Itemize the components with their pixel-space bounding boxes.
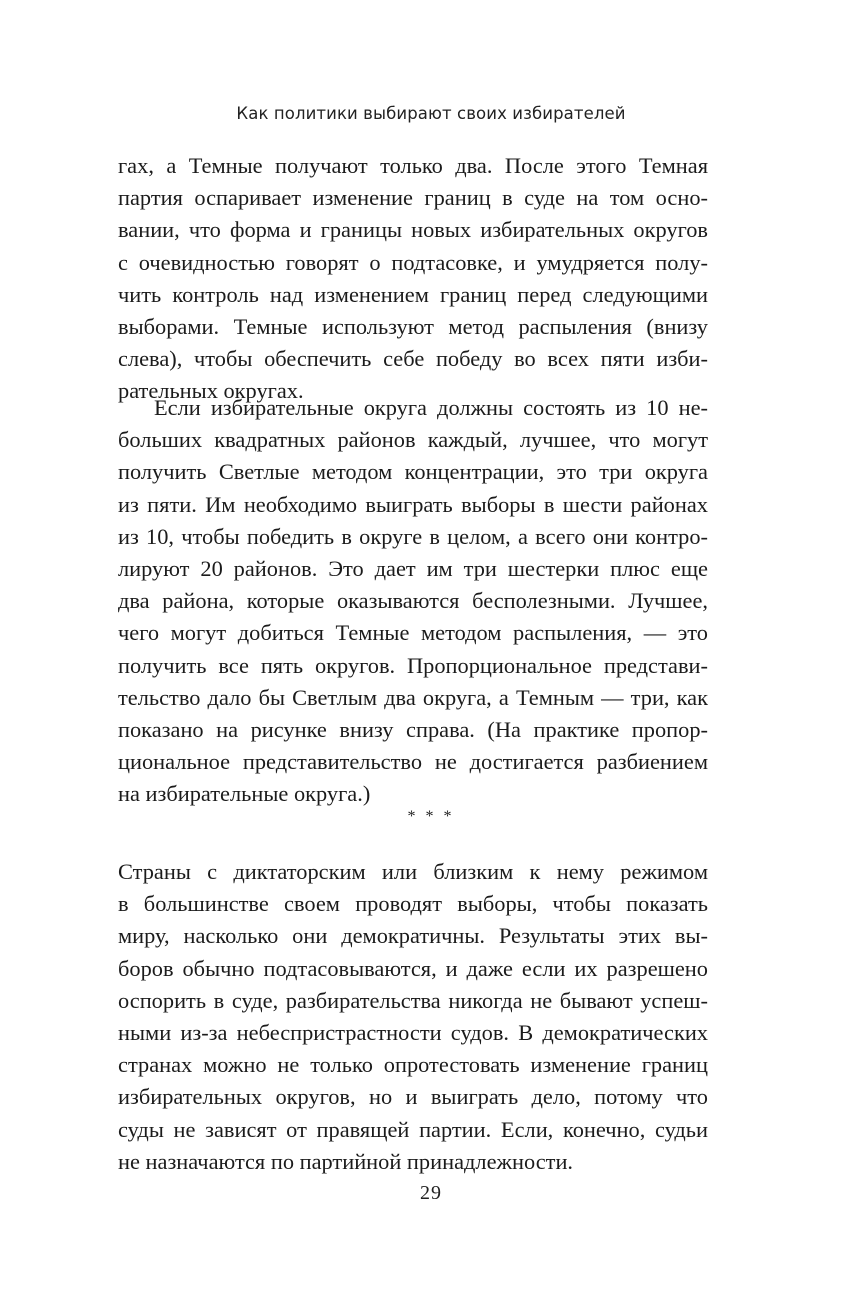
- text-line: гах, а Темные получают только два. После этого Темная: [118, 153, 708, 178]
- running-head: Как политики выбирают своих избирателей: [236, 104, 626, 123]
- text-line: боров обычно подтасовываются, и даже если их разрешено: [118, 955, 708, 981]
- text-line: два района, которые оказываются бесполезными. Лучшее,: [118, 588, 708, 614]
- text-line: Если избирательные округа должны состоять из 10 не-: [154, 395, 708, 420]
- text-line: странах можно не только опротестовать изменение границ: [118, 1052, 708, 1078]
- text-line: оспорить в суде, разбирательства никогда не бывают успеш-: [118, 987, 708, 1013]
- text-line: с очевидностью говорят о подтасовке, и умудряется полу-: [118, 249, 708, 275]
- text-line: чить контроль над изменением границ перед следующими: [118, 281, 708, 307]
- text-line: из пяти. Им необходимо выиграть выборы в шести районах: [118, 491, 708, 517]
- text-line: получить все пять округов. Пропорциональное представи-: [118, 652, 708, 678]
- paragraph-2: [118, 392, 708, 810]
- text-line: избирательных округов, но и выиграть дело, потому что: [118, 1084, 708, 1110]
- paragraph-3: [118, 856, 708, 1178]
- section-separator: * * *: [407, 808, 455, 825]
- text-line: Страны с диктаторским или близким к нему режимом: [118, 859, 708, 884]
- text-line: тельство дало бы Светлым два округа, а Темным — три, как: [118, 684, 708, 710]
- text-line: на избирательные округа.): [118, 781, 371, 807]
- paragraph-1: [118, 150, 708, 408]
- text-line: циональное представительство не достигается разбиением: [118, 749, 708, 775]
- text-line: выборами. Темные используют метод распыления (внизу: [118, 313, 708, 339]
- text-line: больших квадратных районов каждый, лучшее, что могут: [118, 427, 708, 453]
- text-line: миру, насколько они демократичны. Результаты этих вы-: [118, 923, 708, 949]
- text-line: слева), чтобы обеспечить себе победу во всех пяти изби-: [118, 346, 708, 372]
- text-line: из 10, чтобы победить в округе в целом, а всего они контро-: [118, 523, 708, 549]
- text-line: в большинстве своем проводят выборы, чтобы показать: [118, 891, 708, 917]
- text-line: лируют 20 районов. Это дает им три шестерки плюс еще: [118, 555, 708, 581]
- text-line: получить Светлые методом концентрации, это три округа: [118, 459, 708, 485]
- text-line: чего могут добиться Темные методом распыления, — это: [118, 620, 708, 646]
- text-line: суды не зависят от правящей партии. Если, конечно, судьи: [118, 1116, 708, 1142]
- text-line: показано на рисунке внизу справа. (На практике пропор-: [118, 716, 708, 742]
- text-line: ными из-за небеспристрастности судов. В демократических: [118, 1019, 708, 1045]
- text-line: вании, что форма и границы новых избирательных округов: [118, 217, 708, 243]
- text-line: рательных округах.: [118, 378, 304, 404]
- text-line: партия оспаривает изменение границ в суде на том осно-: [118, 185, 708, 211]
- page-number: 29: [420, 1182, 442, 1204]
- text-line: не назначаются по партийной принадлежности.: [118, 1148, 574, 1174]
